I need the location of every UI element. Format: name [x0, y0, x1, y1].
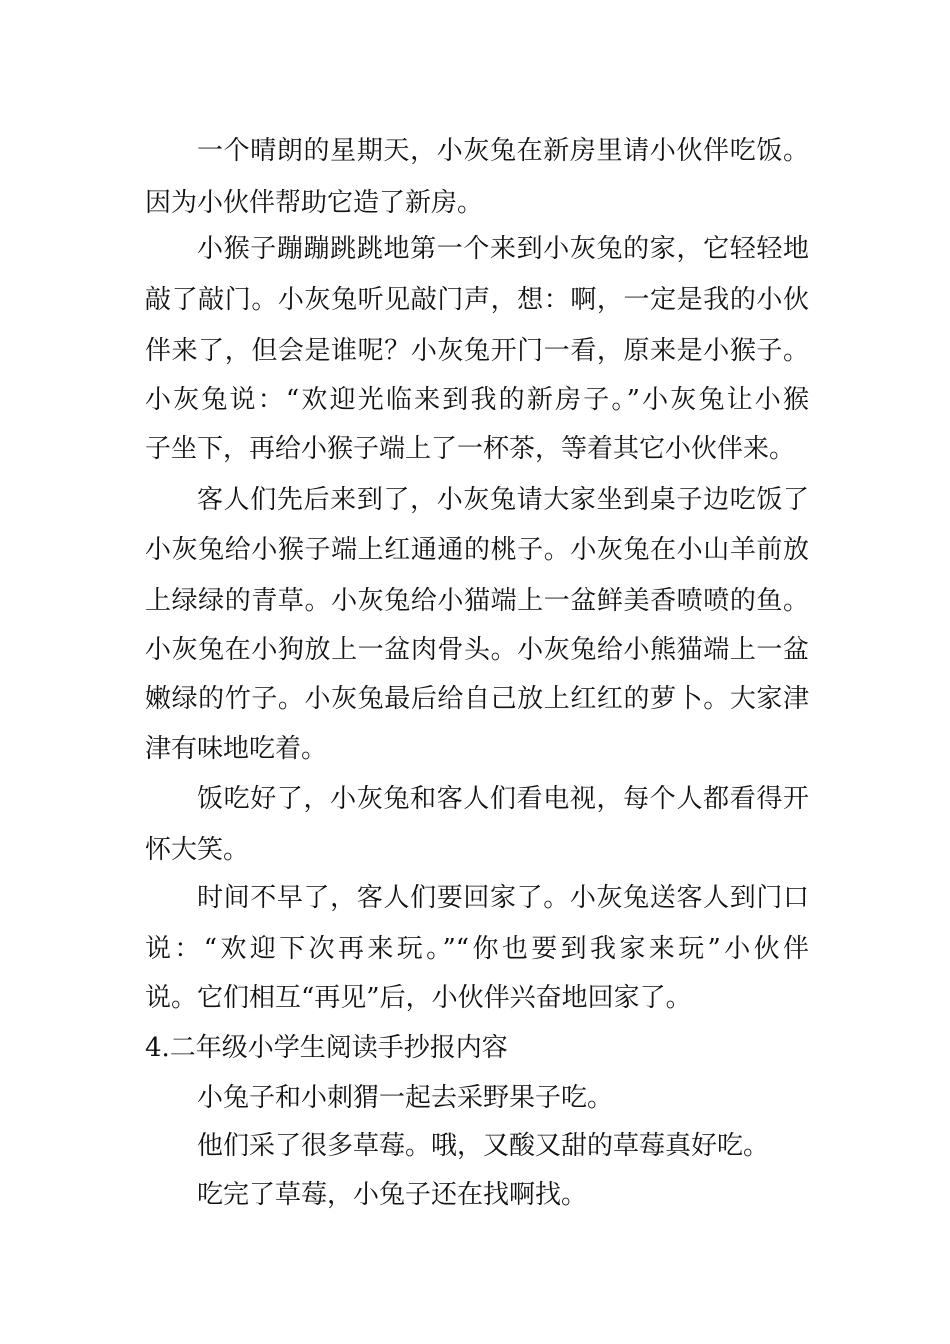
paragraph-line: 小兔子和小刺猬一起去采野果子吃。: [197, 1083, 614, 1113]
paragraph-line: 吃完了草莓，小兔子还在找啊找。: [197, 1180, 588, 1210]
paragraph-line: 子坐下，再给小猴子端上了一杯茶，等着其它小伙伴来。: [145, 434, 796, 464]
section-heading: 4.二年级小学生阅读手抄报内容: [145, 1033, 508, 1063]
paragraph-line: 他们采了很多草莓。哦，又酸又甜的草莓真好吃。: [197, 1131, 770, 1161]
paragraph-line: 说。它们相互“再见”后，小伙伴兴奋地回家了。: [145, 983, 692, 1013]
paragraph-line: 嫩绿的竹子。小灰兔最后给自己放上红红的萝卜。大家津: [145, 684, 809, 714]
paragraph-line: 伴来了，但会是谁呢？小灰兔开门一看，原来是小猴子。: [145, 336, 809, 366]
paragraph-line: 时间不早了，客人们要回家了。小灰兔送客人到门口: [197, 883, 809, 913]
paragraph-line: 因为小伙伴帮助它造了新房。: [145, 188, 484, 218]
paragraph-line: 一个晴朗的星期天，小灰兔在新房里请小伙伴吃饭。: [197, 136, 809, 166]
paragraph-line: 小灰兔给小猴子端上红通通的桃子。小灰兔在小山羊前放: [145, 535, 809, 565]
paragraph-line: 上绿绿的青草。小灰兔给小猫端上一盆鲜美香喷喷的鱼。: [145, 586, 809, 616]
paragraph-line: 小灰兔说：“欢迎光临来到我的新房子。”小灰兔让小猴: [145, 385, 809, 415]
paragraph-line: 客人们先后来到了，小灰兔请大家坐到桌子边吃饭了: [197, 485, 809, 515]
paragraph-line: 怀大笑。: [145, 835, 250, 865]
paragraph-line: 小灰兔在小狗放上一盆肉骨头。小灰兔给小熊猫端上一盆: [145, 635, 809, 665]
paragraph-line: 敲了敲门。小灰兔听见敲门声，想：啊，一定是我的小伙: [145, 285, 809, 315]
paragraph-line: 说：“欢迎下次再来玩。”“你也要到我家来玩”小伙伴: [145, 934, 809, 964]
paragraph-line: 津有味地吃着。: [145, 734, 328, 764]
paragraph-line: 饭吃好了，小灰兔和客人们看电视，每个人都看得开: [197, 784, 809, 814]
paragraph-line: 小猴子蹦蹦跳跳地第一个来到小灰兔的家，它轻轻地: [197, 234, 809, 264]
